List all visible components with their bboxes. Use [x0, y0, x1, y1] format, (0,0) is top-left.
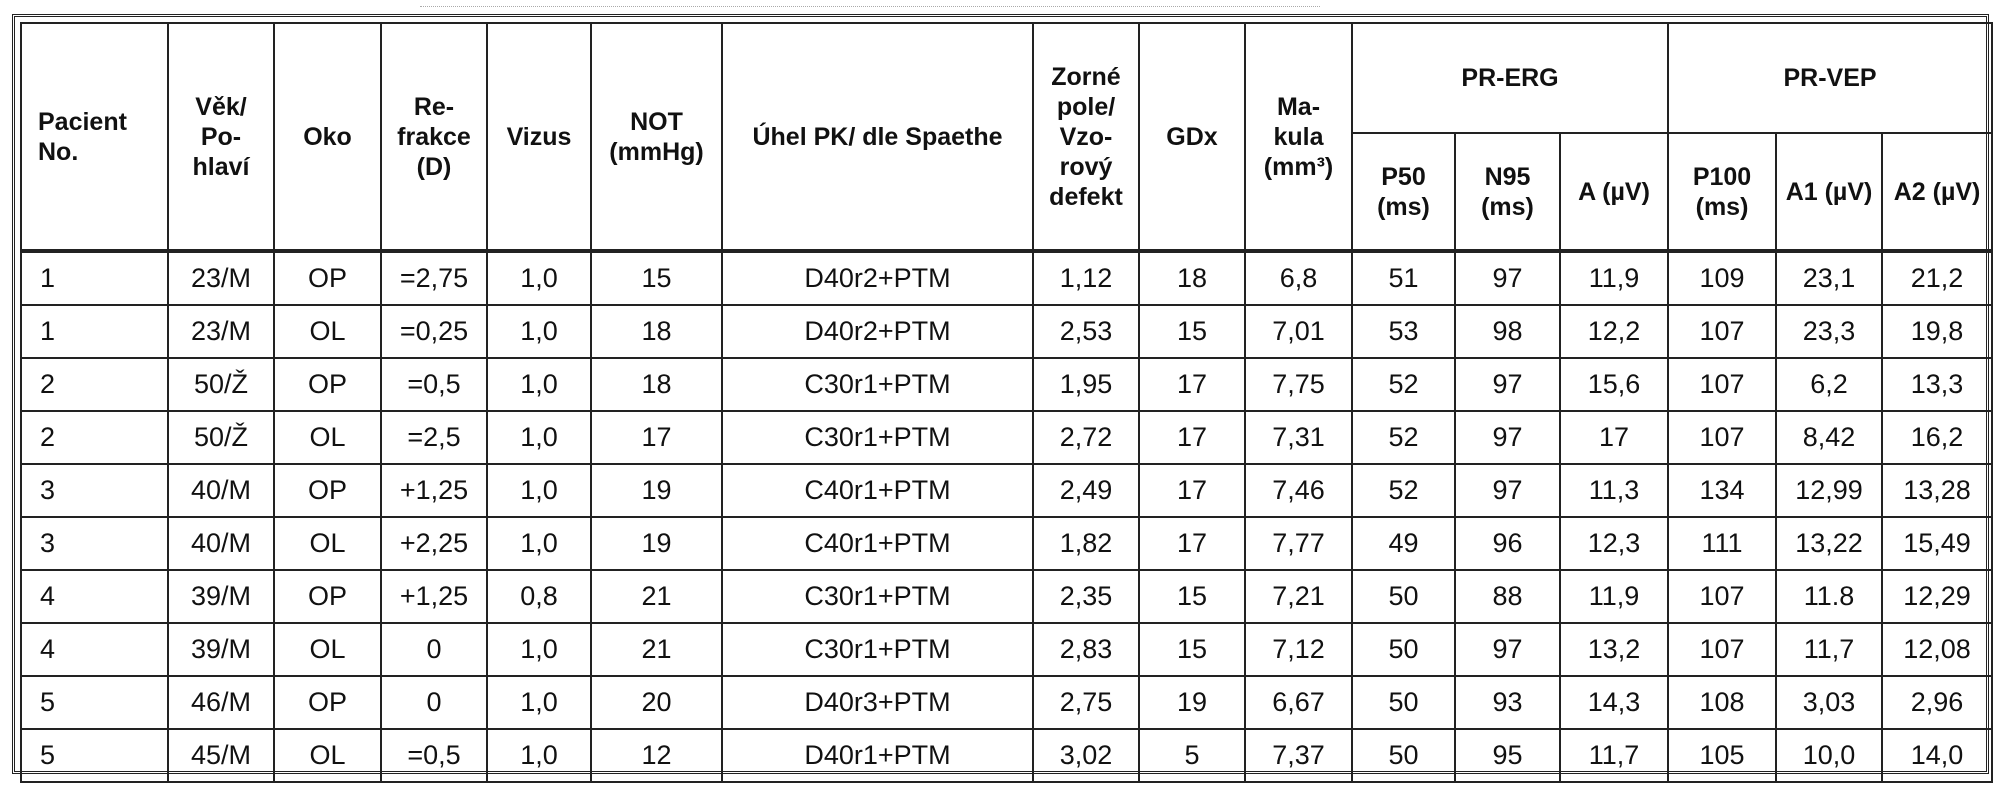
cell-a1: 23,3 [1776, 305, 1882, 358]
cell-oko: OP [274, 570, 381, 623]
header-p100: P100 (ms) [1668, 133, 1776, 251]
cell-pacient: 2 [21, 411, 168, 464]
cell-n95: 88 [1455, 570, 1560, 623]
cell-vek: 50/Ž [168, 358, 274, 411]
cell-n95: 97 [1455, 251, 1560, 305]
cell-vizus: 1,0 [487, 251, 591, 305]
cell-p50: 50 [1352, 729, 1455, 782]
cell-a2: 21,2 [1882, 251, 1992, 305]
cell-pacient: 1 [21, 305, 168, 358]
header-not: NOT (mmHg) [591, 23, 722, 251]
cell-oko: OL [274, 729, 381, 782]
cell-zorne-pole: 2,49 [1033, 464, 1139, 517]
cell-n95: 98 [1455, 305, 1560, 358]
cell-pacient: 3 [21, 517, 168, 570]
cell-uhel: D40r2+PTM [722, 305, 1033, 358]
table-row [21, 676, 1992, 729]
cell-not: 21 [591, 570, 722, 623]
cell-p50: 51 [1352, 251, 1455, 305]
header-a1: A1 (µV) [1776, 133, 1882, 251]
cell-a2: 12,08 [1882, 623, 1992, 676]
header-vizus: Vizus [487, 23, 591, 251]
cell-gdx: 17 [1139, 464, 1245, 517]
cell-gdx: 17 [1139, 358, 1245, 411]
cell-vizus: 1,0 [487, 411, 591, 464]
cell-p100: 108 [1668, 676, 1776, 729]
cell-refrakce: =0,5 [381, 358, 487, 411]
cell-a2: 13,3 [1882, 358, 1992, 411]
cell-pacient: 5 [21, 676, 168, 729]
cell-n95: 97 [1455, 464, 1560, 517]
cell-gdx: 15 [1139, 570, 1245, 623]
cell-gdx: 17 [1139, 411, 1245, 464]
cell-zorne-pole: 1,95 [1033, 358, 1139, 411]
cell-a: 11,9 [1560, 251, 1668, 305]
cell-not: 18 [591, 305, 722, 358]
cell-pacient: 4 [21, 570, 168, 623]
header-oko: Oko [274, 23, 381, 251]
cell-vizus: 0,8 [487, 570, 591, 623]
cell-refrakce: 0 [381, 623, 487, 676]
cell-p100: 107 [1668, 570, 1776, 623]
cell-a: 11,7 [1560, 729, 1668, 782]
cell-a2: 15,49 [1882, 517, 1992, 570]
header-n95: N95 (ms) [1455, 133, 1560, 251]
cell-a1: 10,0 [1776, 729, 1882, 782]
cell-a2: 12,29 [1882, 570, 1992, 623]
cropped-caption-trace [420, 0, 1320, 7]
cell-refrakce: =2,75 [381, 251, 487, 305]
cell-not: 20 [591, 676, 722, 729]
table-row [21, 411, 1992, 464]
cell-zorne-pole: 1,12 [1033, 251, 1139, 305]
cell-zorne-pole: 2,53 [1033, 305, 1139, 358]
cell-vizus: 1,0 [487, 358, 591, 411]
cell-p50: 53 [1352, 305, 1455, 358]
cell-n95: 97 [1455, 358, 1560, 411]
cell-a: 14,3 [1560, 676, 1668, 729]
cell-a1: 8,42 [1776, 411, 1882, 464]
cell-not: 15 [591, 251, 722, 305]
cell-vek: 39/M [168, 623, 274, 676]
cell-a1: 11,7 [1776, 623, 1882, 676]
header-pr-vep: PR-VEP [1668, 23, 1992, 133]
header-row-top [21, 23, 1992, 133]
cell-gdx: 5 [1139, 729, 1245, 782]
cell-uhel: C40r1+PTM [722, 517, 1033, 570]
cell-a: 12,3 [1560, 517, 1668, 570]
header-makula: Ma- kula (mm³) [1245, 23, 1352, 251]
patient-data-table [20, 22, 1993, 783]
cell-pacient: 1 [21, 251, 168, 305]
cell-a1: 23,1 [1776, 251, 1882, 305]
cell-vek: 50/Ž [168, 411, 274, 464]
cell-uhel: C30r1+PTM [722, 623, 1033, 676]
cell-a1: 12,99 [1776, 464, 1882, 517]
cell-p100: 107 [1668, 358, 1776, 411]
cell-p100: 107 [1668, 623, 1776, 676]
cell-makula: 7,77 [1245, 517, 1352, 570]
cell-a2: 2,96 [1882, 676, 1992, 729]
cell-zorne-pole: 2,72 [1033, 411, 1139, 464]
cell-pacient: 3 [21, 464, 168, 517]
cell-a1: 13,22 [1776, 517, 1882, 570]
cell-a1: 6,2 [1776, 358, 1882, 411]
cell-a1: 11.8 [1776, 570, 1882, 623]
cell-p50: 52 [1352, 464, 1455, 517]
cell-p50: 52 [1352, 411, 1455, 464]
cell-a: 13,2 [1560, 623, 1668, 676]
cell-oko: OL [274, 411, 381, 464]
cell-oko: OL [274, 623, 381, 676]
cell-uhel: D40r3+PTM [722, 676, 1033, 729]
cell-refrakce: =2,5 [381, 411, 487, 464]
cell-vizus: 1,0 [487, 676, 591, 729]
cell-zorne-pole: 2,35 [1033, 570, 1139, 623]
cell-refrakce: +1,25 [381, 570, 487, 623]
cell-oko: OP [274, 676, 381, 729]
cell-uhel: C40r1+PTM [722, 464, 1033, 517]
cell-a2: 19,8 [1882, 305, 1992, 358]
cell-vek: 46/M [168, 676, 274, 729]
cell-uhel: C30r1+PTM [722, 570, 1033, 623]
cell-not: 19 [591, 517, 722, 570]
header-uhel: Úhel PK/ dle Spaethe [722, 23, 1033, 251]
cell-not: 18 [591, 358, 722, 411]
header-vek: Věk/ Po- hlaví [168, 23, 274, 251]
cell-a: 15,6 [1560, 358, 1668, 411]
cell-vek: 39/M [168, 570, 274, 623]
cell-a2: 14,0 [1882, 729, 1992, 782]
table-row [21, 729, 1992, 782]
cell-n95: 96 [1455, 517, 1560, 570]
cell-not: 19 [591, 464, 722, 517]
cell-zorne-pole: 1,82 [1033, 517, 1139, 570]
cell-p100: 109 [1668, 251, 1776, 305]
cell-p50: 50 [1352, 570, 1455, 623]
cell-gdx: 17 [1139, 517, 1245, 570]
cell-n95: 95 [1455, 729, 1560, 782]
cell-makula: 6,67 [1245, 676, 1352, 729]
cell-not: 12 [591, 729, 722, 782]
cell-p100: 107 [1668, 305, 1776, 358]
cell-vek: 40/M [168, 517, 274, 570]
cell-makula: 7,12 [1245, 623, 1352, 676]
cell-vizus: 1,0 [487, 729, 591, 782]
table-row [21, 517, 1992, 570]
cell-n95: 97 [1455, 411, 1560, 464]
cell-not: 21 [591, 623, 722, 676]
cell-vek: 23/M [168, 305, 274, 358]
cell-vizus: 1,0 [487, 464, 591, 517]
cell-a: 11,3 [1560, 464, 1668, 517]
cell-a2: 16,2 [1882, 411, 1992, 464]
cell-not: 17 [591, 411, 722, 464]
cell-makula: 7,37 [1245, 729, 1352, 782]
cell-a: 12,2 [1560, 305, 1668, 358]
cell-refrakce: =0,25 [381, 305, 487, 358]
cell-refrakce: +2,25 [381, 517, 487, 570]
table-row [21, 570, 1992, 623]
cell-makula: 7,31 [1245, 411, 1352, 464]
header-refrakce: Re- frakce (D) [381, 23, 487, 251]
cell-a: 11,9 [1560, 570, 1668, 623]
cell-p100: 134 [1668, 464, 1776, 517]
cell-p50: 49 [1352, 517, 1455, 570]
cell-pacient: 2 [21, 358, 168, 411]
cell-gdx: 18 [1139, 251, 1245, 305]
cell-refrakce: 0 [381, 676, 487, 729]
cell-p100: 105 [1668, 729, 1776, 782]
cell-makula: 7,01 [1245, 305, 1352, 358]
table-row [21, 251, 1992, 305]
cell-oko: OP [274, 358, 381, 411]
header-p50: P50 (ms) [1352, 133, 1455, 251]
cell-vek: 40/M [168, 464, 274, 517]
cell-p100: 107 [1668, 411, 1776, 464]
cell-uhel: D40r1+PTM [722, 729, 1033, 782]
table-row [21, 358, 1992, 411]
cell-a1: 3,03 [1776, 676, 1882, 729]
cell-p50: 52 [1352, 358, 1455, 411]
cell-refrakce: +1,25 [381, 464, 487, 517]
cell-pacient: 5 [21, 729, 168, 782]
cell-vizus: 1,0 [487, 517, 591, 570]
cell-vizus: 1,0 [487, 623, 591, 676]
header-zorne-pole: Zorné pole/ Vzo- rový defekt [1033, 23, 1139, 251]
header-pr-erg: PR-ERG [1352, 23, 1668, 133]
cell-zorne-pole: 2,83 [1033, 623, 1139, 676]
cell-uhel: C30r1+PTM [722, 358, 1033, 411]
header-a: A (µV) [1560, 133, 1668, 251]
cell-makula: 7,21 [1245, 570, 1352, 623]
cell-a: 17 [1560, 411, 1668, 464]
cell-gdx: 15 [1139, 305, 1245, 358]
cell-a2: 13,28 [1882, 464, 1992, 517]
table-body [21, 251, 1992, 782]
cell-zorne-pole: 2,75 [1033, 676, 1139, 729]
cell-uhel: C30r1+PTM [722, 411, 1033, 464]
cell-uhel: D40r2+PTM [722, 251, 1033, 305]
cell-refrakce: =0,5 [381, 729, 487, 782]
cell-oko: OL [274, 305, 381, 358]
cell-makula: 6,8 [1245, 251, 1352, 305]
cell-vek: 23/M [168, 251, 274, 305]
cell-gdx: 15 [1139, 623, 1245, 676]
header-a2: A2 (µV) [1882, 133, 1992, 251]
cell-n95: 97 [1455, 623, 1560, 676]
cell-makula: 7,75 [1245, 358, 1352, 411]
table-row [21, 464, 1992, 517]
cell-gdx: 19 [1139, 676, 1245, 729]
cell-vizus: 1,0 [487, 305, 591, 358]
cell-p100: 111 [1668, 517, 1776, 570]
cell-oko: OP [274, 464, 381, 517]
cell-oko: OL [274, 517, 381, 570]
cell-vek: 45/M [168, 729, 274, 782]
cell-pacient: 4 [21, 623, 168, 676]
header-gdx: GDx [1139, 23, 1245, 251]
cell-zorne-pole: 3,02 [1033, 729, 1139, 782]
cell-makula: 7,46 [1245, 464, 1352, 517]
cell-oko: OP [274, 251, 381, 305]
table-row [21, 305, 1992, 358]
cell-p50: 50 [1352, 623, 1455, 676]
cell-p50: 50 [1352, 676, 1455, 729]
table-row [21, 623, 1992, 676]
header-pacient: Pacient No. [21, 23, 168, 251]
cell-n95: 93 [1455, 676, 1560, 729]
